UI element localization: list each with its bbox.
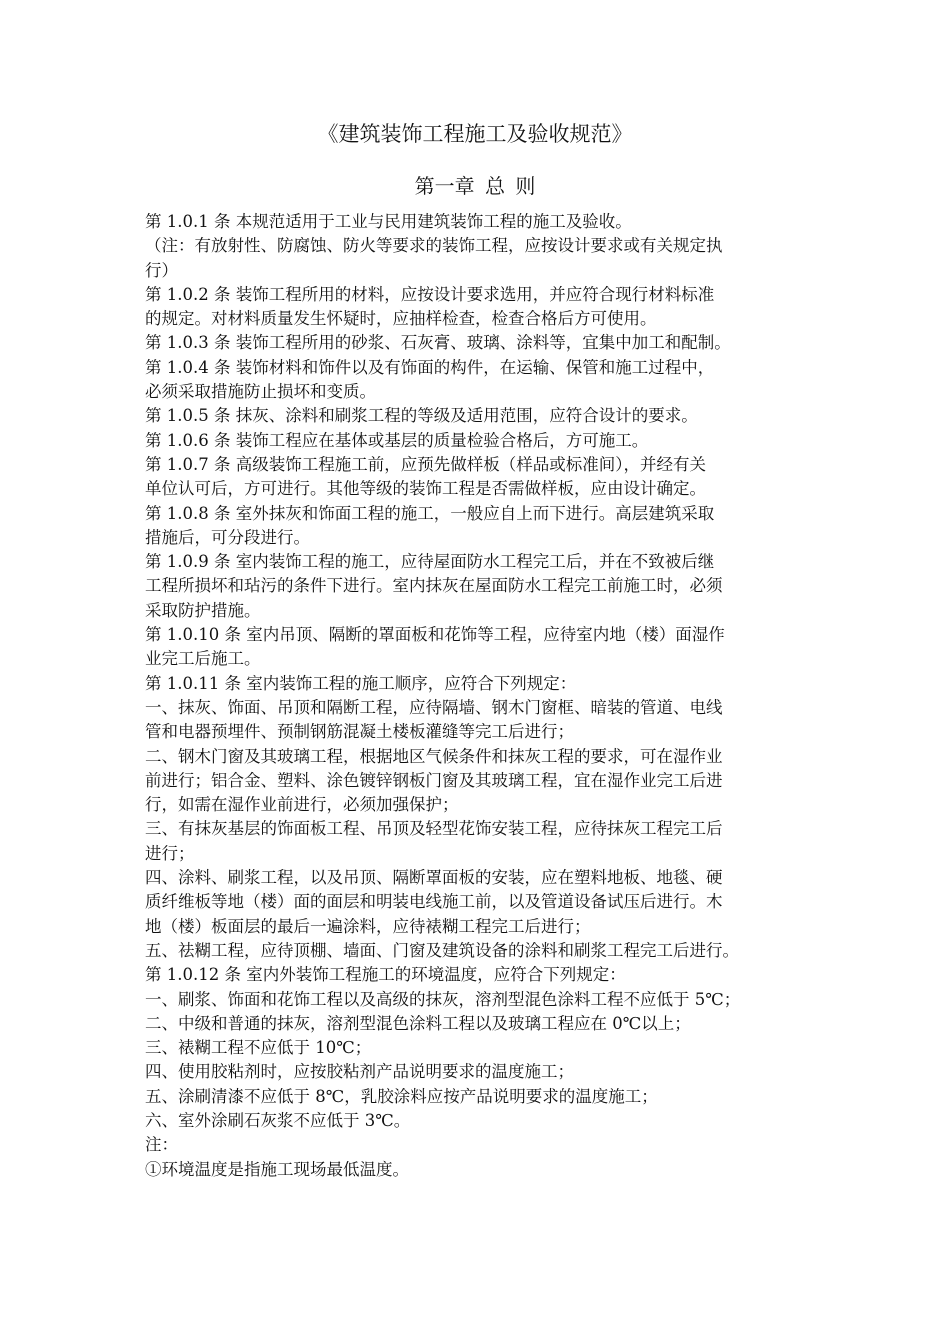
text-line: 第 1.0.4 条 装饰材料和饰件以及有饰面的构件，在运输、保管和施工过程中， xyxy=(145,357,715,377)
text-line: 二、中级和普通的抹灰，溶剂型混色涂料工程以及玻璃工程应在 0℃以上； xyxy=(145,1013,691,1033)
text-line: 行，如需在湿作业前进行，必须加强保护； xyxy=(145,795,459,815)
text-line: 进行； xyxy=(145,843,195,863)
text-line: 业完工后施工。 xyxy=(145,649,261,669)
text-line: 注： xyxy=(145,1135,178,1155)
text-line: 第 1.0.5 条 抹灰、涂料和刷浆工程的等级及适用范围，应符合设计的要求。 xyxy=(145,406,698,426)
text-line: 地（楼）板面层的最后一遍涂料，应待裱糊工程完工后进行； xyxy=(145,916,591,936)
text-line: 工程所损坏和玷污的条件下进行。室内抹灰在屋面防水工程完工前施工时，必须 xyxy=(145,576,723,596)
text-line: 四、涂料、刷浆工程，以及吊顶、隔断罩面板的安装，应在塑料地板、地毯、硬 xyxy=(145,868,723,888)
text-line: 管和电器预埋件、预制钢筋混凝土楼板灌缝等完工后进行； xyxy=(145,722,574,742)
text-line: 必须采取措施防止损坏和变质。 xyxy=(145,382,376,402)
text-line: 第 1.0.6 条 装饰工程应在基体或基层的质量检验合格后，方可施工。 xyxy=(145,430,649,450)
text-line: 一、刷浆、饰面和花饰工程以及高级的抹灰，溶剂型混色涂料工程不应低于 5℃； xyxy=(145,989,741,1009)
text-line: 前进行；铝合金、塑料、涂色镀锌钢板门窗及其玻璃工程，宜在湿作业完工后进 xyxy=(145,770,723,790)
text-line: 三、有抹灰基层的饰面板工程、吊顶及轻型花饰安装工程，应待抹灰工程完工后 xyxy=(145,819,723,839)
document-body xyxy=(145,210,815,1182)
text-line: 第 1.0.10 条 室内吊顶、隔断的罩面板和花饰等工程，应待室内地（楼）面湿作 xyxy=(145,625,725,645)
text-line: 第 1.0.9 条 室内装饰工程的施工，应待屋面防水工程完工后，并在不致被后继 xyxy=(145,552,715,572)
text-line: （注：有放射性、防腐蚀、防火等要求的装饰工程，应按设计要求或有关规定执 xyxy=(145,236,723,256)
text-line: 六、室外涂刷石灰浆不应低于 3℃。 xyxy=(145,1110,411,1130)
text-line: 第 1.0.7 条 高级装饰工程施工前，应预先做样板（样品或标准间），并经有关 xyxy=(145,454,706,474)
text-line: 第 1.0.8 条 室外抹灰和饰面工程的施工，一般应自上而下进行。高层建筑采取 xyxy=(145,503,715,523)
text-line: ①环境温度是指施工现场最低温度。 xyxy=(145,1159,409,1179)
text-line: 行） xyxy=(145,260,178,280)
text-line: 第 1.0.12 条 室内外装饰工程施工的环境温度，应符合下列规定： xyxy=(145,965,626,985)
text-line: 的规定。对材料质量发生怀疑时，应抽样检查，检查合格后方可使用。 xyxy=(145,309,657,329)
text-line: 四、使用胶粘剂时，应按胶粘剂产品说明要求的温度施工； xyxy=(145,1062,574,1082)
text-line: 二、钢木门窗及其玻璃工程，根据地区气候条件和抹灰工程的要求，可在湿作业 xyxy=(145,746,723,766)
text-line: 第 1.0.1 条 本规范适用于工业与民用建筑装饰工程的施工及验收。 xyxy=(145,212,632,231)
document-title: 《建筑装饰工程施工及验收规范》 xyxy=(317,122,633,146)
text-line: 一、抹灰、饰面、吊顶和隔断工程，应待隔墙、钢木门窗框、暗装的管道、电线 xyxy=(145,697,723,717)
text-line: 采取防护措施。 xyxy=(145,600,261,620)
text-line: 质纤维板等地（楼）面的面层和明装电线施工前，以及管道设备试压后进行。木 xyxy=(145,892,723,912)
text-line: 第 1.0.11 条 室内装饰工程的施工顺序，应符合下列规定： xyxy=(145,673,577,693)
chapter-title: 第一章 总 则 xyxy=(414,174,536,198)
text-line: 第 1.0.2 条 装饰工程所用的材料，应按设计要求选用，并应符合现行材料标准 xyxy=(145,284,715,304)
text-line: 第 1.0.3 条 装饰工程所用的砂浆、石灰膏、玻璃、涂料等，宜集中加工和配制。 xyxy=(145,333,731,353)
text-line: 三、裱糊工程不应低于 10℃； xyxy=(145,1038,372,1058)
text-line: 五、祛糊工程，应待顶棚、墙面、门窗及建筑设备的涂料和刷浆工程完工后进行。 xyxy=(145,940,739,960)
text-line: 措施后，可分段进行。 xyxy=(145,527,310,547)
text-line: 单位认可后，方可进行。其他等级的装饰工程是否需做样板，应由设计确定。 xyxy=(145,479,706,499)
text-line: 五、涂刷清漆不应低于 8℃，乳胶涂料应按产品说明要求的温度施工； xyxy=(145,1086,658,1106)
